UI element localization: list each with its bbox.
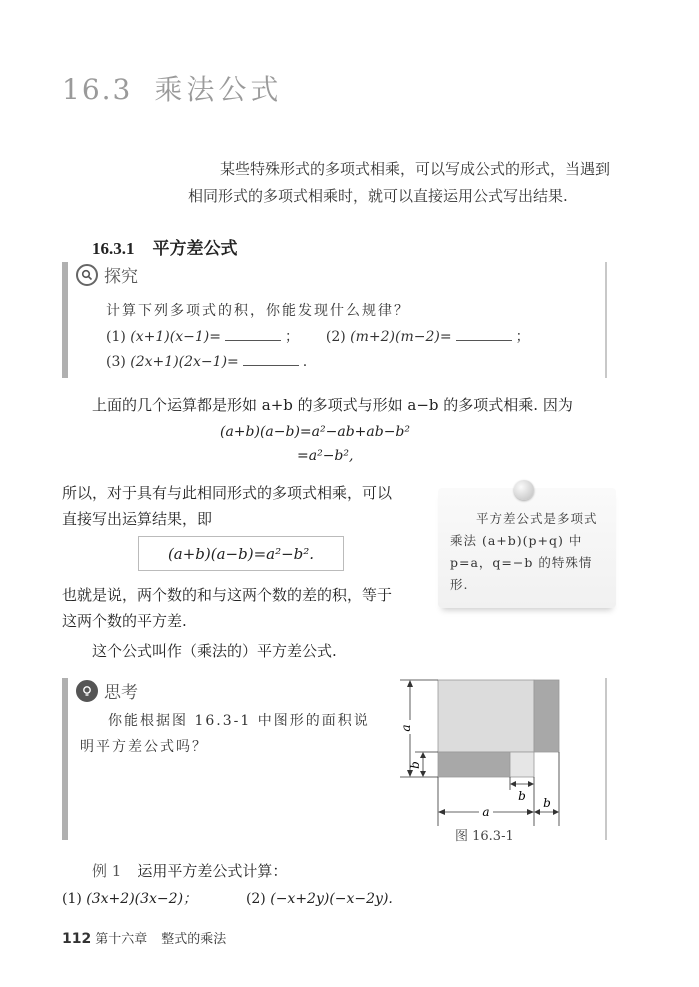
label-a-bottom: a: [482, 805, 490, 819]
figure-16-3-1: [395, 678, 570, 843]
label-a-vertical: a: [399, 724, 413, 732]
item-expr: (x+1)(x−1)=: [130, 329, 221, 345]
item-label: (2): [325, 329, 346, 345]
explore-row-2: [106, 354, 307, 370]
chapter-title: 整式的乘法: [161, 932, 227, 947]
label-b-vertical: b: [408, 761, 422, 769]
meaning-line-1: 也就是说，两个数的和与这两个数的差的积，等于: [62, 586, 393, 604]
item-end: ；: [515, 329, 530, 345]
example-item-expr: (−x+2y)(−x−2y).: [270, 891, 393, 907]
item-expr: (m+2)(m−2)=: [350, 329, 452, 345]
equation-line-2: =a²−b²,: [297, 448, 354, 464]
section-title: [62, 68, 282, 108]
page-footer: [62, 928, 226, 947]
pin-icon: [514, 480, 534, 500]
intro-paragraph: [188, 156, 613, 210]
example-item-label: (1): [62, 891, 82, 907]
label-b-inner: b: [518, 789, 526, 803]
example-item-label: (2): [245, 891, 266, 907]
subsection-title-text: 平方差公式: [152, 239, 238, 259]
lightbulb-icon: [76, 680, 98, 702]
explore-question: 计算下列多项式的积，你能发现什么规律？: [106, 303, 410, 319]
equation-line-1: (a+b)(a−b)=a²−ab+ab−b²: [220, 424, 410, 440]
chapter-number: 第十六章: [95, 932, 148, 947]
explore-heading-text: 探究: [104, 267, 138, 287]
example-items: [62, 888, 393, 908]
figure-caption: 图 16.3-1: [455, 829, 514, 844]
think-text: 你能根据图 16.3-1 中图形的面积说明平方差公式吗？: [80, 713, 370, 755]
intro-text: 某些特殊形式的多项式相乘，可以写成公式的形式，当遇到相同形式的多项式相乘时，就可以直接运用公式写出结果.: [188, 160, 611, 205]
formula-naming: 这个公式叫作（乘法的）平方差公式.: [92, 642, 337, 660]
formula: (a+b)(a−b)=a²−b².: [167, 544, 315, 563]
magnifier-icon: [76, 264, 98, 286]
section-title-text: 乘法公式: [154, 73, 283, 106]
example-item-expr: (3x+2)(3x−2)；: [86, 891, 198, 907]
item-end: ；: [284, 329, 299, 345]
conclusion-line-2: 直接写出运算结果，即: [62, 510, 213, 528]
section-number: 16.3: [62, 73, 133, 106]
side-note-text: 平方差公式是多项式乘法 (a+b)(p+q) 中 p=a，q=−b 的特殊情形.: [450, 511, 598, 592]
answer-blank: [456, 329, 512, 341]
explore-box: [62, 262, 607, 378]
item-label: (1): [106, 329, 126, 345]
formula-box: [138, 536, 344, 571]
answer-blank: [243, 354, 299, 366]
example-heading: [92, 860, 287, 881]
think-heading: [76, 678, 138, 703]
subsection-title: [92, 234, 238, 259]
side-note: [438, 488, 616, 608]
item-end: .: [302, 354, 308, 370]
item-label: (3): [106, 354, 126, 370]
explore-row-1: [106, 326, 530, 346]
example-label: 例 1: [92, 862, 122, 880]
explore-heading: [76, 262, 138, 287]
meaning-line-2: 这两个数的平方差.: [62, 612, 187, 630]
page-number: 112: [62, 931, 92, 947]
label-b-bottom: b: [543, 796, 551, 810]
item-expr: (2x+1)(2x−1)=: [130, 354, 239, 370]
answer-blank: [225, 329, 281, 341]
derivation-lead: 上面的几个运算都是形如 a+b 的多项式与形如 a−b 的多项式相乘. 因为: [92, 396, 573, 414]
example-title: 运用平方差公式计算：: [137, 862, 288, 880]
subsection-number: 16.3.1: [92, 239, 135, 258]
conclusion-line-1: 所以，对于具有与此相同形式的多项式相乘，可以: [62, 484, 393, 502]
think-heading-text: 思考: [104, 683, 138, 703]
